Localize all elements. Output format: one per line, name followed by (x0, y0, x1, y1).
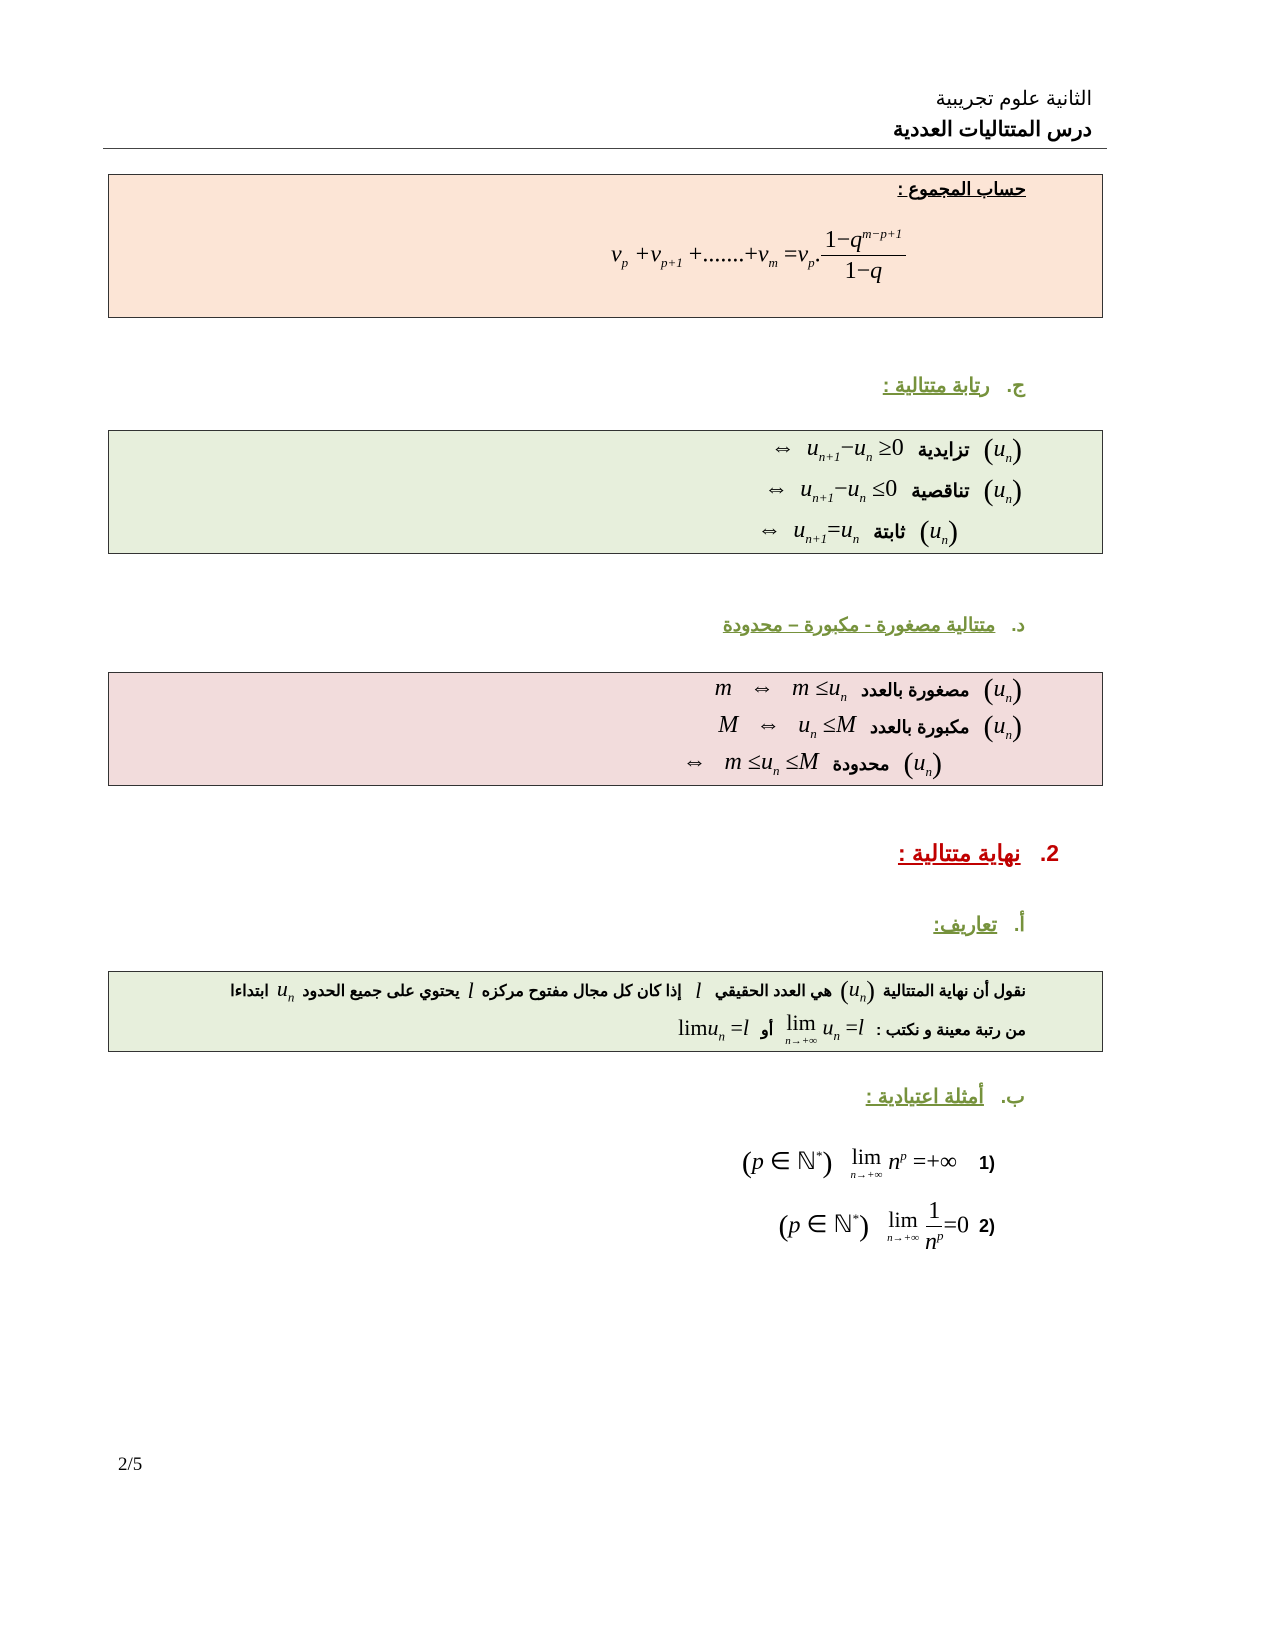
sequence-symbol: $(u_n)$ (983, 710, 1022, 743)
sum-title: حساب المجموع : (897, 179, 1026, 199)
definitions-heading (933, 912, 1025, 937)
monotonic-title: رتابة متتالية : (882, 375, 990, 397)
bounded-box (108, 672, 1103, 786)
limit-notation-1: lim n→+∞ $u_n =l$ (785, 1010, 865, 1047)
bounded-letter: د. (1011, 615, 1025, 636)
decreasing-condition: ⇔ $u_{n+1}-u_n \le 0$ (764, 476, 898, 505)
definition-text-a: نقول أن نهاية المتتالية (882, 983, 1026, 1000)
sum-formula: $v_p +v_{p+1} +.......+v_m =v_p$. $\frac{1-q^{m-p+1}}{1-q}$ (611, 227, 906, 285)
increasing-label: تزايدية (917, 439, 970, 461)
sequence-symbol: $(u_n)$ (919, 515, 958, 548)
definition-line-2 (678, 1012, 1026, 1047)
definition-box (108, 971, 1103, 1052)
limit-section-title: نهاية متتالية : (897, 840, 1021, 866)
monotonic-letter: ج. (1006, 375, 1025, 397)
sum-box (108, 174, 1103, 318)
example-1-formula: (p ∈ ℕ*) lim n→+∞ $n^p$ =+∞ (741, 1144, 957, 1181)
limit-section-heading (898, 840, 1059, 867)
constant-label: ثابتة (873, 521, 906, 543)
minored-label: مصغورة بالعدد (861, 679, 970, 700)
definition-or: أو (761, 1021, 774, 1039)
monotonic-row-decreasing (764, 474, 1022, 508)
page-number: 2/5 (118, 1454, 143, 1475)
monotonic-heading (883, 373, 1025, 398)
limit-notation-2: limu$_n$ =l (678, 1014, 750, 1044)
bounded-heading (723, 614, 1025, 637)
bounded-title: متتالية مصغورة - مكبورة – محدودة (722, 615, 996, 636)
examples-heading (866, 1084, 1025, 1109)
minored-condition: m ⇔ $m \le u_n$ (714, 675, 848, 704)
definition-line-1 (230, 976, 1026, 1006)
bounded-row-bounded (682, 747, 942, 781)
examples-letter: ب. (1000, 1086, 1025, 1108)
constant-condition: ⇔ $u_{n+1}=u_n$ (757, 517, 860, 546)
sequence-symbol: $(u_n)$ (903, 747, 942, 780)
sequence-symbol: $(u_n)$ (983, 433, 1022, 466)
header-rule (103, 148, 1107, 149)
bounded-condition: ⇔ $m \le u_n \le M$ (682, 749, 819, 778)
bounded-row-majored (718, 710, 1022, 744)
monotonic-row-increasing (771, 433, 1022, 467)
definition-text-d: يحتوي على جميع الحدود (302, 983, 460, 1000)
header-level: الثانية علوم تجريبية (935, 88, 1092, 110)
sequence-symbol: $(u_n)$ (840, 976, 875, 1005)
center-l: l (467, 978, 474, 1003)
bounded-label: محدودة (832, 753, 890, 774)
example-1-number: (1 (978, 1153, 995, 1173)
term-un: $u_n$ (276, 976, 295, 1005)
definition-text-notation: من رتبة معينة و نكتب : (876, 1021, 1026, 1039)
example-2-number: (2 (978, 1216, 995, 1237)
definitions-letter: أ. (1013, 914, 1025, 936)
increasing-condition: ⇔ $u_{n+1}-u_n \ge 0$ (770, 435, 904, 464)
sequence-symbol: $(u_n)$ (983, 673, 1022, 706)
monotonic-box (108, 430, 1103, 554)
sequence-symbol: $(u_n)$ (983, 474, 1022, 507)
header-lesson: درس المتتاليات العددية (893, 118, 1092, 141)
examples-title: أمثلة اعتيادية : (865, 1086, 984, 1108)
decreasing-label: تناقصية (911, 480, 970, 502)
definition-text-e: ابتداءا (230, 983, 269, 1000)
limit-l: l (689, 978, 707, 1003)
example-1 (742, 1146, 995, 1181)
majored-label: مكبورة بالعدد (869, 716, 970, 737)
definitions-title: تعاريف: (933, 914, 998, 936)
definition-text-b: هي العدد الحقيقي (714, 983, 833, 1000)
example-2-formula: (p ∈ ℕ*) lim n→+∞ $\frac{1}{n^p}$ =0 (778, 1198, 969, 1256)
example-2 (779, 1198, 995, 1256)
definition-text-c: إذا كان كل مجال مفتوح مركزه (481, 983, 682, 1000)
limit-section-number: 2. (1039, 840, 1059, 866)
majored-condition: M ⇔ $u_n \le M$ (718, 712, 856, 741)
bounded-row-minored (715, 673, 1022, 707)
monotonic-row-constant (757, 515, 958, 549)
